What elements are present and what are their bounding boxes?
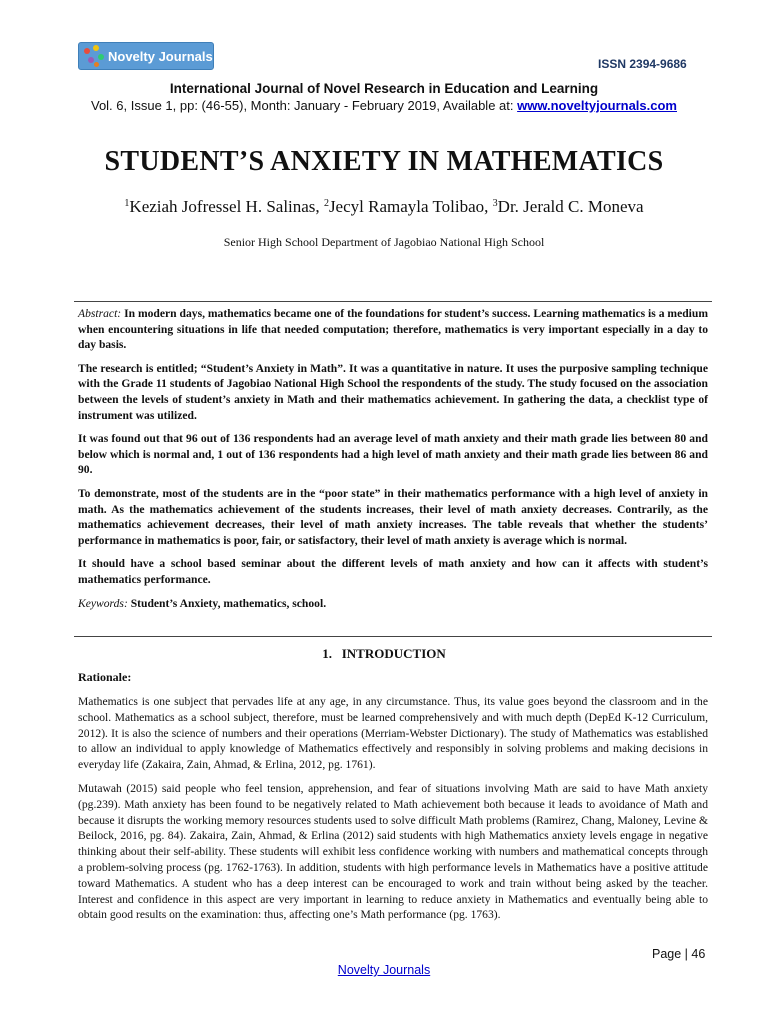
affiliation: Senior High School Department of Jagobiao National High School xyxy=(223,235,545,249)
abstract-bottom-rule xyxy=(74,636,712,637)
page-number: Page | 46 xyxy=(652,947,706,961)
abstract-paragraph-2: The research is entitled; “Student’s Anxiety in Math”. It was a quantitative in nature. It uses the purposive sampling technique with the Grade 11 students of Jagobiao National High School the respondents of the study. The study focused on the association between the levels of student’s anxiety in Math and their mathematics achievement. In gathering the data, a checklist type of instrument was utilized. xyxy=(78,361,708,422)
author-2-sup: 2 xyxy=(323,198,329,209)
logo-text: Novelty Journals xyxy=(108,48,213,64)
keywords-text: Student’s Anxiety, mathematics, school. xyxy=(127,596,327,610)
paper-title: STUDENT’S ANXIETY IN MATHEMATICS xyxy=(104,146,664,177)
keywords xyxy=(78,596,708,612)
volume-text: Vol. 6, Issue 1, pp: (46-55), Month: January - February 2019, Available at: xyxy=(90,98,518,113)
author-1-sup: 1 xyxy=(124,198,130,209)
author-3-sup: 3 xyxy=(492,198,498,209)
keywords-label: Keywords: xyxy=(78,596,128,610)
footer-publisher-link[interactable]: Novelty Journals xyxy=(337,963,431,977)
abstract-label: Abstract: xyxy=(78,307,122,320)
abstract-paragraph-5: It should have a school based seminar about the different levels of math anxiety and how can it affects with student’s mathematics performance. xyxy=(78,557,708,586)
abstract-paragraph-3: It was found out that 96 out of 136 respondents had an average level of math anxiety and their math grade lies between 80 and below which is normal and, 1 out of 136 respondents had a high level of math anxiety and their math grade lies between 86 and 90. xyxy=(78,432,708,477)
author-3: Dr. Jerald C. Moneva xyxy=(497,197,644,216)
journal-title: International Journal of Novel Research in Education and Learning xyxy=(169,81,599,96)
volume-info xyxy=(0,98,768,113)
abstract-text-1: In modern days, mathematics became one of the foundations for student’s success. Learning mathematics is a medium when encountering situations in life that needed computation; therefore, mathematics is very important especially in a day to day basis. xyxy=(78,307,708,352)
author-1: Keziah Jofressel H. Salinas, xyxy=(129,197,324,216)
issn: ISSN 2394-9686 xyxy=(598,57,687,71)
abstract-top-rule xyxy=(74,301,712,302)
section-heading-introduction: 1. INTRODUCTION xyxy=(322,646,446,661)
author-2: Jecyl Ramayla Tolibao, xyxy=(328,197,493,216)
abstract xyxy=(78,306,708,619)
subheading-rationale: Rationale: xyxy=(78,670,132,684)
abstract-paragraph-4: To demonstrate, most of the students are in the “poor state” in their mathematics performance with a high level of anxiety in math. As the mathematics achievement of the students increases, their level of math anxiety decreases. Contrarily, as the mathematics achievement decreases, their level of math anxiety increases. The table reveals that whether the students’ performance in mathematics is poor, fair, or satisfactory, their level of math anxiety is average which is normal. xyxy=(78,486,708,547)
author-list xyxy=(0,197,768,217)
journal-url-link[interactable]: www.noveltyjournals.com xyxy=(517,98,677,113)
intro-paragraph-2: Mutawah (2015) said people who feel tension, apprehension, and fear of situations involving Math are said to have Math anxiety (pg.239). Math anxiety has been found to be negatively related to Math achievement both because it leads to avoidance of Math and because it disrupts the working memory resources students used to solve difficult Math problems (Ramirez, Chang, Maloney, Levine & Beilock, 2016, pg. 84). Zakaira, Zain, Ahmad, & Erlina (2012) said students with high Mathematics anxiety levels engage in negative thinking about their self-ability. These students will exhibit less confidence working with numbers and mathematical concepts through a problem-solving process (pg. 1762-1763). In addition, students with high performance levels in Mathematics have a positive attitude toward Mathematics. A student who has a deep interest can be encouraged to work and train without being asked by the teacher. Interest and confidence in this aspect are very important in learning to reduce anxiety in Mathematics and eventually being able to obtain good results on the examination: thus, affecting one’s Math performance (pg. 1763). xyxy=(78,781,708,922)
publisher-logo xyxy=(78,42,214,70)
introduction-body xyxy=(78,694,708,931)
intro-paragraph-1: Mathematics is one subject that pervades life at any age, in any circumstance. Thus, its value goes beyond the classroom and in the school. Mathematics as a school subject, therefore, must be learned comprehensively and with much depth (DepEd K-12 Curriculum, 2012). It is also the science of numbers and their operations (Merriam-Webster Dictionary). The study of Mathematics was established to allow an individual to apply knowledge of Mathematics effectively and responsibly in solving problems and making decisions in everyday life (Zakaira, Zain, Ahmad, & Erlina, 2012, pg. 1761). xyxy=(78,695,708,772)
abstract-paragraph-1 xyxy=(78,306,708,353)
molecule-icon xyxy=(82,44,106,68)
